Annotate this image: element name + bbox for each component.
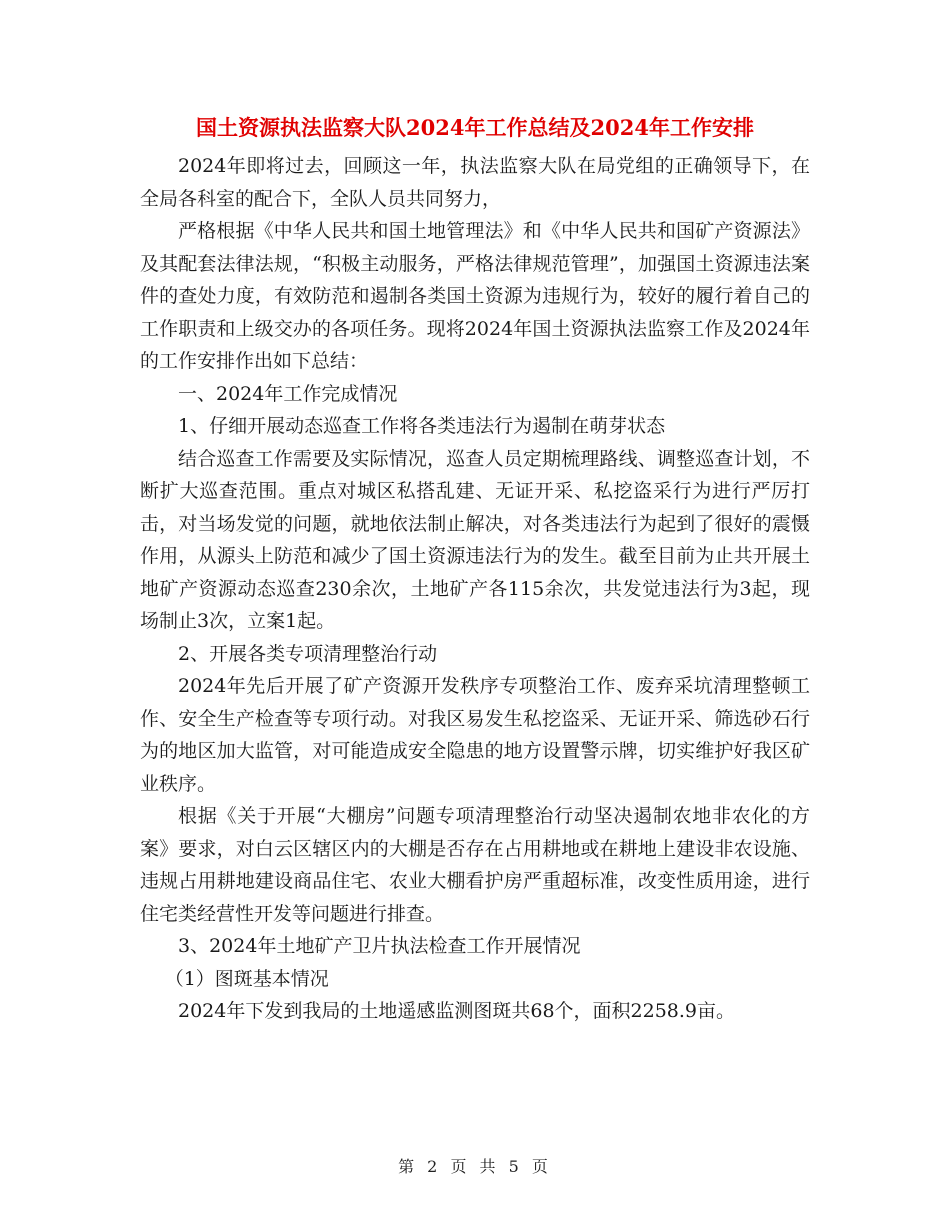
document-title: 国土资源执法监察大队2024年工作总结及2024年工作安排 [196,115,754,140]
paragraph-patches: 2024年下发到我局的土地遥感监测图斑共68个，面积2258.9亩。 [178,1000,736,1022]
paragraph-special-action: 2024年先后开展了矿产资源开发秩序专项整治工作、废弃采坑清理整顿工作、安全生产检查等专项行动。对我区易发生私挖盗采、无证开采、筛选砂石行为的地区加大监管，对可能造成安全隐患的地方设置警示牌，切实维护好我区矿业秩序。 [140,675,810,795]
subheading-special-action: 2、开展各类专项清理整治行动 [178,642,438,665]
paragraph-greenhouse: 根据《关于开展“大棚房”问题专项清理整治行动坚决遏制农地非农化的方案》要求，对白云区辖区内的大棚是否存在占用耕地或在耕地上建设非农设施、违规占用耕地建设商品住宅、农业大棚看护房严重超标准，改变性质用途，进行住宅类经营性开发等问题进行排查。 [140,805,810,925]
subheading-patrol: 1、仔细开展动态巡查工作将各类违法行为遏制在萌芽状态 [178,415,666,437]
paragraph-intro: 2024年即将过去，回顾这一年，执法监察大队在局党组的正确领导下，在全局各科室的配合下，全队人员共同努力， [140,155,810,210]
document-body [140,150,810,1028]
paragraph-legal-basis: 严格根据《中华人民共和国土地管理法》和《中华人民共和国矿产资源法》及其配套法律法规，“积极主动服务，严格法律规范管理”，加强国土资源违法案件的查处力度，有效防范和遏制各类国土资源为违规行为，较好的履行着自己的工作职责和上级交办的各项任务。现将2024年国土资源执法监察工作及2024年的工作安排作出如下总结： [140,220,810,372]
paragraph-patrol: 结合巡查工作需要及实际情况，巡查人员定期梳理路线、调整巡查计划，不断扩大巡查范围。重点对城区私搭乱建、无证开采、私挖盗采行为进行严厉打击，对当场发觉的问题，就地依法制止解决，对各类违法行为起到了很好的震慑作用，从源头上防范和减少了国土资源违法行为的发生。截至目前为止共开展土地矿产资源动态巡查230余次，土地矿产各115余次，共发觉违法行为3起，现场制止3次，立案1起。 [140,447,810,632]
subheading-satellite: 3、2024年土地矿产卫片执法检查工作开展情况 [178,935,581,957]
page-footer: 第 2 页 共 5 页 [398,1157,552,1176]
subheading-patches: （1）图斑基本情况 [164,967,329,990]
section-heading-completion: 一、2024年工作完成情况 [178,382,398,405]
